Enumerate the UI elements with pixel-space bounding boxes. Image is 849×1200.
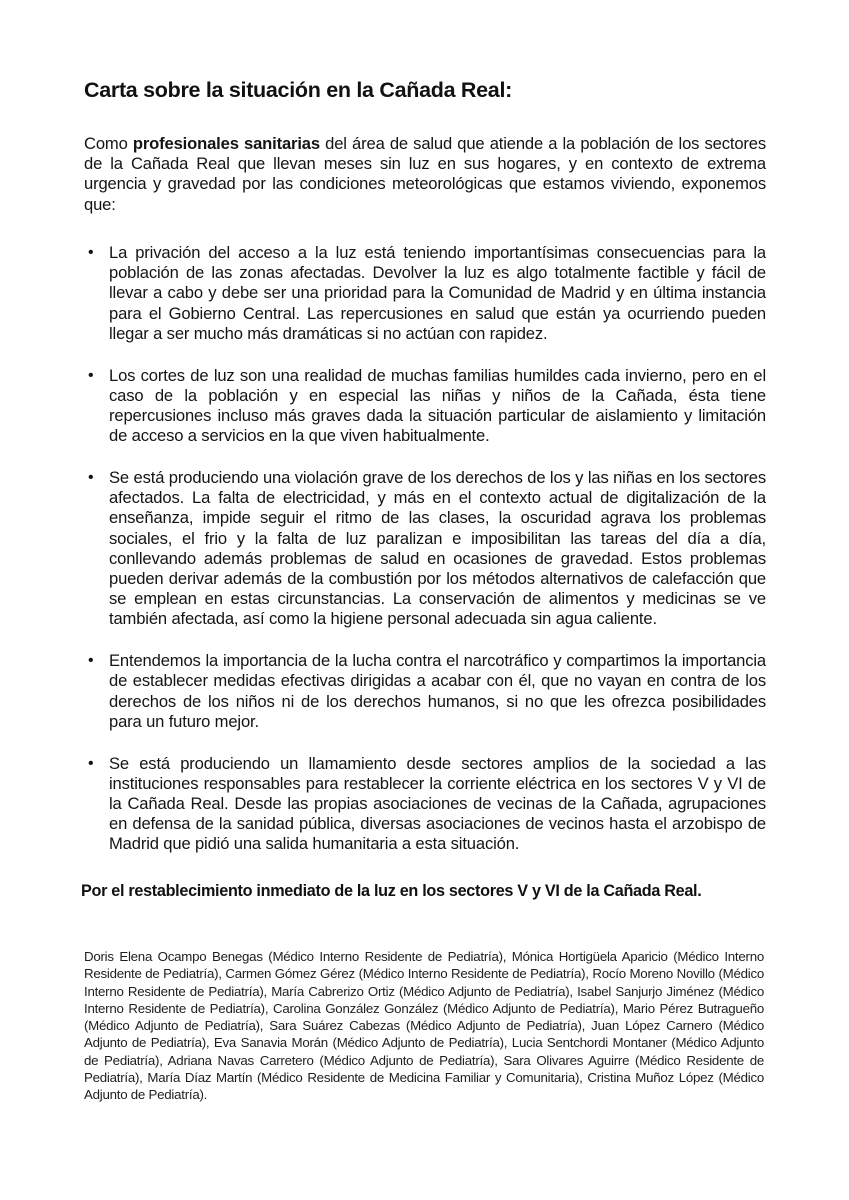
bullet-text: Los cortes de luz son una realidad de muchas familias humildes cada invierno, pero en el caso de la población y en especial las niñas y niños de la Cañada, ésta tiene repercusiones incluso más graves dada la situación particular de aislamiento y limitación de acceso a servicios en la que viven habitualmente. [109,365,766,446]
bullet-dot-icon: • [88,366,94,384]
bullet-text: Entendemos la importancia de la lucha contra el narcotráfico y compartimos la importancia de establecer medidas efectivas dirigidas a acabar con él, que no vayan en contra de los derechos de los niños ni de los derechos humanos, si no que les ofrezca posibilidades para un futuro mejor. [109,651,766,731]
intro-paragraph [84,134,766,215]
bullet-dot-icon: • [88,469,94,487]
bullet-dot-icon: • [88,754,94,772]
bullet-dot-icon: • [88,652,94,670]
bullet-dot-icon: • [88,244,94,261]
bullet-item [84,243,766,344]
intro-lead: Como [84,134,133,153]
intro-rest: del área de salud que atiende a la población de los sectores de la Cañada Real que llevan meses sin luz en sus hogares, y en contexto de extrema urgencia y gravedad por las condiciones meteorológicas que estamos viviendo, exponemos que: [84,134,766,214]
bullet-item [84,366,766,447]
bullet-item [84,754,766,855]
bullet-item [84,468,766,630]
intro-bold-phrase: profesionales sanitarias [132,134,320,153]
letter-title: Carta sobre la situación en la Cañada Real: [84,78,512,102]
signatories-list: Doris Elena Ocampo Benegas (Médico Interno Residente de Pediatría), Mónica Hortigüela Aparicio (Médico Interno Residente de Pediatría), Carmen Gómez Gérez (Médico Interno Residente de Pediatría), Rocío Moreno Novillo (Médico Interno Residente de Pediatría), María Cabrerizo Ortiz (Médico Adjunto de Pediatría), Isabel Sanjurjo Jiménez (Médico Interno Residente de Pediatría), Carolina González González (Médico Adjunto de Pediatría), Mario Pérez Butragueño (Médico Adjunto de Pediatría), Sara Suárez Cabezas (Médico Adjunto de Pediatría), Juan López Carnero (Médico Adjunto de Pediatría), Eva Sanavia Morán (Médico Adjunto de Pediatría), Lucia Sentchordi Montaner (Médico Adjunto de Pediatría), Adriana Navas Carretero (Médico Adjunto de Pediatría), Sara Olivares Aguirre (Médico Residente de Pediatría), María Díaz Martín (Médico Residente de Medicina Familiar y Comunitaria), Cristina Muñoz López (Médico Adjunto de Pediatría). [84,949,764,1103]
closing-statement: Por el restablecimiento inmediato de la luz en los sectores V y VI de la Cañada Real. [81,882,702,900]
bullet-item [84,651,766,732]
bullet-text: La privación del acceso a la luz está teniendo importantísimas consecuencias para la población de las zonas afectadas. Devolver la luz es algo totalmente factible y fácil de llevar a cabo y debe ser una prioridad para la Comunidad de Madrid y en última instancia para el Gobierno Central. Las repercusiones en salud que están ya ocurriendo pueden llegar a ser mucho más dramáticas si no actúan con rapidez. [109,243,766,343]
bullet-list [84,243,766,876]
bullet-text: Se está produciendo un llamamiento desde sectores amplios de la sociedad a las instituciones responsables para restablecer la corriente eléctrica en los sectores V y VI de la Cañada Real. Desde las propias asociaciones de vecinas de la Cañada, agrupaciones en defensa de la sanidad pública, diversas asociaciones de vecinos hasta el arzobispo de Madrid que pidió una salida humanitaria a esta situación. [109,753,766,854]
bullet-text: Se está produciendo una violación grave de los derechos de los y las niñas en los sectores afectados. La falta de electricidad, y más en el contexto actual de digitalización de la enseñanza, impide seguir el ritmo de las clases, la oscuridad agrava los problemas sociales, el frio y la falta de luz paralizan e imposibilitan las tareas del día a día, conllevando además problemas de salud en ocasiones de gravedad. Estos problemas pueden derivar además de la combustión por los métodos alternativos de calefacción que se emplean en estas circunstancias. La conservación de alimentos y medicinas se ve también afectada, así como la higiene personal adecuada sin agua caliente. [109,468,766,629]
